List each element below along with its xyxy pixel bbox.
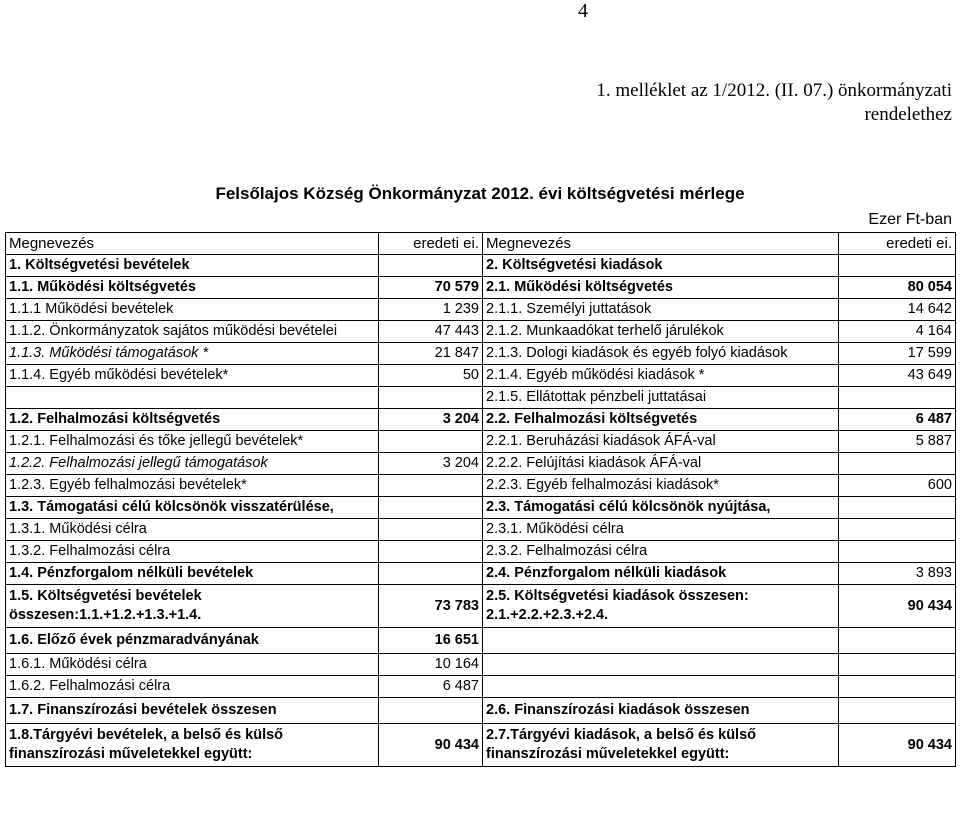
income-value: 10 164 [379,654,483,676]
table-row [6,628,956,654]
table-row [6,453,956,475]
income-value: 73 783 [379,585,483,628]
table-row [6,255,956,277]
expense-value [839,255,956,277]
expense-label [483,628,839,654]
income-value: 90 434 [379,724,483,767]
expense-label: 2.3.2. Felhalmozási célra [483,541,839,563]
income-value [379,541,483,563]
income-label: 1.1.2. Önkormányzatok sajátos működési bevételei [6,321,379,343]
table-row [6,387,956,409]
table-row [6,343,956,365]
expense-value: 4 164 [839,321,956,343]
table-row [6,299,956,321]
income-value [379,387,483,409]
expense-value [839,676,956,698]
income-value [379,255,483,277]
income-value: 1 239 [379,299,483,321]
expense-value [839,628,956,654]
column-header-name-income: Megnevezés [6,233,379,255]
expense-value: 90 434 [839,585,956,628]
table-row [6,519,956,541]
table-row [6,724,956,767]
expense-value: 600 [839,475,956,497]
income-label: 1.1.3. Működési támogatások * [6,343,379,365]
expense-label: 2.2.1. Beruházási kiadások ÁFÁ-val [483,431,839,453]
income-label: 1.3. Támogatási célú kölcsönök visszatérülése, [6,497,379,519]
table-row [6,497,956,519]
income-label: 1.6. Előző évek pénzmaradványának [6,628,379,654]
income-label [6,387,379,409]
table-row [6,365,956,387]
expense-value: 14 642 [839,299,956,321]
income-label: 1.4. Pénzforgalom nélküli bevételek [6,563,379,585]
income-label: 1.2.3. Egyéb felhalmozási bevételek* [6,475,379,497]
expense-label: 2.1. Működési költségvetés [483,277,839,299]
income-label: 1.3.1. Működési célra [6,519,379,541]
income-label: 1.2.2. Felhalmozási jellegű támogatások [6,453,379,475]
table-row [6,676,956,698]
table-row [6,409,956,431]
table-row [6,541,956,563]
expense-value: 90 434 [839,724,956,767]
expense-value [839,519,956,541]
expense-label: 2.1.3. Dologi kiadások és egyéb folyó kiadások [483,343,839,365]
table-row [6,321,956,343]
income-label: 1.5. Költségvetési bevételek összesen:1.1.+1.2.+1.3.+1.4. [6,585,379,628]
expense-label: 2.7.Tárgyévi kiadások, a belső és külső finanszírozási műveletekkel együtt: [483,724,839,767]
column-header-name-expense: Megnevezés [483,233,839,255]
expense-value [839,654,956,676]
expense-label: 2.3.1. Működési célra [483,519,839,541]
income-value: 3 204 [379,409,483,431]
income-value: 70 579 [379,277,483,299]
expense-label: 2.2.3. Egyéb felhalmozási kiadások* [483,475,839,497]
table-header-row [6,233,956,255]
income-label: 1.1. Működési költségvetés [6,277,379,299]
column-header-value-expense: eredeti ei. [839,233,956,255]
table-row [6,277,956,299]
expense-value [839,698,956,724]
expense-value: 6 487 [839,409,956,431]
income-label: 1.3.2. Felhalmozási célra [6,541,379,563]
expense-label: 2.3. Támogatási célú kölcsönök nyújtása, [483,497,839,519]
income-value [379,698,483,724]
income-label: 1.1.4. Egyéb működési bevételek* [6,365,379,387]
expense-value [839,453,956,475]
income-label: 1.2. Felhalmozási költségvetés [6,409,379,431]
table-row [6,585,956,628]
income-value [379,431,483,453]
income-value [379,519,483,541]
expense-label [483,676,839,698]
expense-label: 2.2.2. Felújítási kiadások ÁFÁ-val [483,453,839,475]
income-value [379,497,483,519]
expense-label: 2.1.1. Személyi juttatások [483,299,839,321]
income-label: 1.8.Tárgyévi bevételek, a belső és külső finanszírozási műveletekkel együtt: [6,724,379,767]
expense-label: 2.2. Felhalmozási költségvetés [483,409,839,431]
income-value: 50 [379,365,483,387]
income-value: 16 651 [379,628,483,654]
expense-label: 2.6. Finanszírozási kiadások összesen [483,698,839,724]
document-title: Felsőlajos Község Önkormányzat 2012. évi költségvetési mérlege [215,184,745,203]
income-label: 1.2.1. Felhalmozási és tőke jellegű bevételek* [6,431,379,453]
expense-label: 2.1.5. Ellátottak pénzbeli juttatásai [483,387,839,409]
income-value [379,475,483,497]
expense-value [839,387,956,409]
income-label: 1.6.2. Felhalmozási célra [6,676,379,698]
income-value [379,563,483,585]
table-row [6,431,956,453]
expense-value [839,497,956,519]
expense-value: 3 893 [839,563,956,585]
income-value: 3 204 [379,453,483,475]
expense-value: 17 599 [839,343,956,365]
table-row [6,563,956,585]
expense-value: 80 054 [839,277,956,299]
expense-label: 2.1.4. Egyéb működési kiadások * [483,365,839,387]
expense-value: 5 887 [839,431,956,453]
annex-reference: 1. melléklet az 1/2012. (II. 07.) önkormányzati [596,80,952,101]
expense-label: 2.1.2. Munkaadókat terhelő járulékok [483,321,839,343]
page-number: 4 [578,0,588,22]
expense-label: 2. Költségvetési kiadások [483,255,839,277]
income-value: 47 443 [379,321,483,343]
table-row [6,475,956,497]
column-header-value-income: eredeti ei. [379,233,483,255]
unit-label: Ezer Ft-ban [868,211,952,228]
expense-label: 2.5. Költségvetési kiadások összesen: 2.1.+2.2.+2.3.+2.4. [483,585,839,628]
expense-label [483,654,839,676]
expense-value: 43 649 [839,365,956,387]
income-label: 1. Költségvetési bevételek [6,255,379,277]
expense-value [839,541,956,563]
income-label: 1.7. Finanszírozási bevételek összesen [6,698,379,724]
income-value: 6 487 [379,676,483,698]
income-label: 1.6.1. Működési célra [6,654,379,676]
income-label: 1.1.1 Működési bevételek [6,299,379,321]
expense-label: 2.4. Pénzforgalom nélküli kiadások [483,563,839,585]
budget-balance-table [5,232,956,767]
income-value: 21 847 [379,343,483,365]
annex-reference-continued: rendelethez [864,104,952,125]
table-row [6,698,956,724]
table-row [6,654,956,676]
